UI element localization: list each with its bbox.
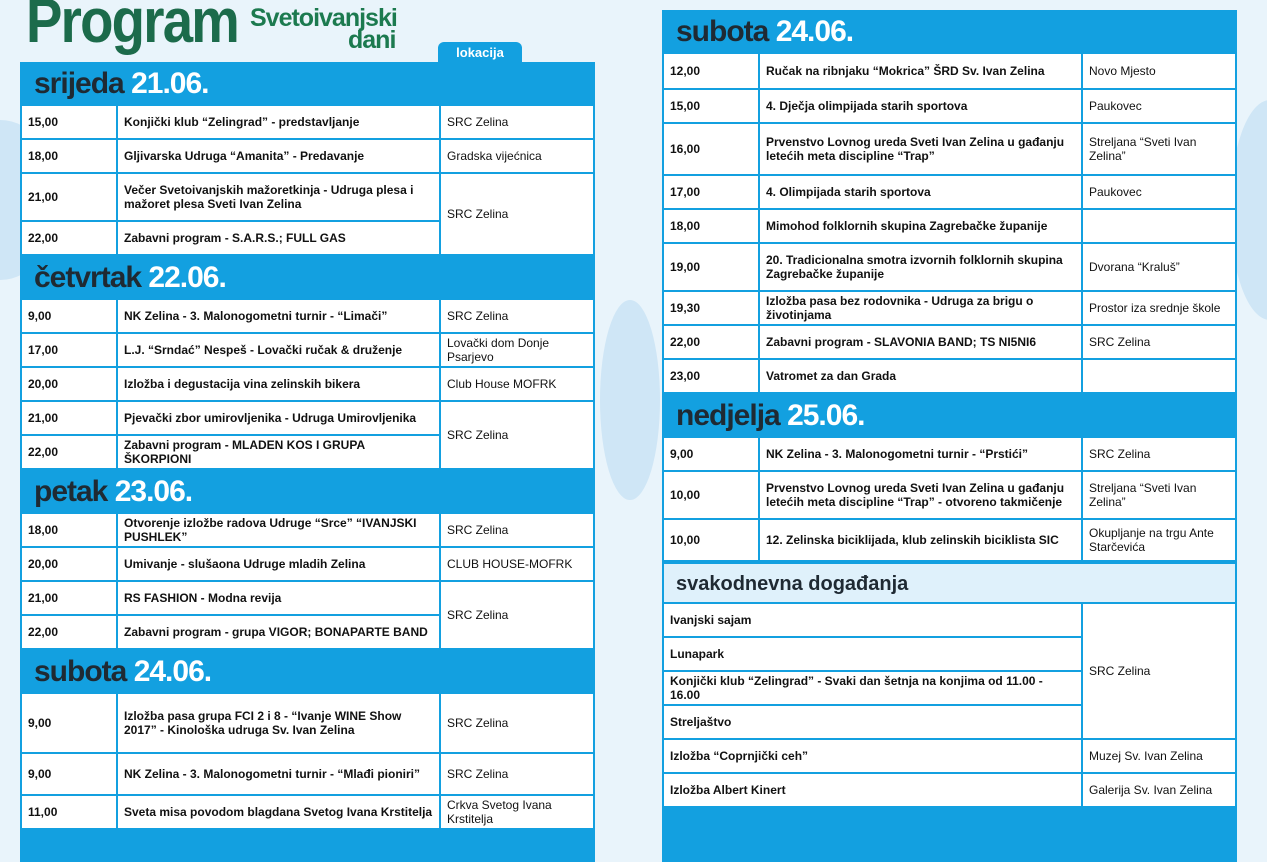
location-cell: Gradska vijećnica — [441, 140, 593, 172]
table-row — [664, 520, 1235, 560]
logo-text-line1: Svetoivanjski — [250, 4, 397, 32]
time-cell: 9,00 — [22, 694, 116, 752]
event-cell: Izložba “Coprnjički ceh” — [664, 740, 1081, 772]
time-cell: 9,00 — [664, 438, 758, 470]
location-cell: Muzej Sv. Ivan Zelina — [1083, 740, 1235, 772]
location-cell: SRC Zelina — [441, 402, 593, 468]
time-cell: 22,00 — [664, 326, 758, 358]
location-cell: Dvorana “Kraluš” — [1083, 244, 1235, 290]
day-date: 24.06. — [775, 15, 854, 48]
table-row — [22, 300, 593, 332]
table-row — [664, 774, 1235, 806]
day-date: 25.06. — [787, 399, 865, 432]
location-cell: Streljana “Sveti Ivan Zelina” — [1083, 472, 1235, 518]
event-cell: Prvenstvo Lovnog ureda Sveti Ivan Zelina u gađanju letećih meta discipline “Trap” - otvoreno takmičenje — [760, 472, 1081, 518]
background-decoration — [600, 300, 660, 500]
table-row — [664, 326, 1235, 358]
time-cell: 22,00 — [22, 436, 116, 468]
day-heading — [22, 470, 595, 512]
day-heading — [22, 256, 595, 298]
time-cell: 9,00 — [22, 754, 116, 794]
event-cell: Zabavni program - S.A.R.S.; FULL GAS — [118, 222, 439, 254]
table-row — [22, 402, 593, 434]
time-cell: 17,00 — [22, 334, 116, 366]
location-cell: Okupljanje na trgu Ante Starčevića — [1083, 520, 1235, 560]
day-heading — [22, 62, 595, 104]
location-cell: CLUB HOUSE-MOFRK — [441, 548, 593, 580]
table-row — [664, 90, 1235, 122]
schedule-table — [20, 512, 595, 650]
location-cell — [1083, 360, 1235, 392]
time-cell: 22,00 — [22, 222, 116, 254]
event-cell: 4. Dječja olimpijada starih sportova — [760, 90, 1081, 122]
event-cell: Zabavni program - grupa VIGOR; BONAPARTE BAND — [118, 616, 439, 648]
table-row — [22, 754, 593, 794]
location-cell: SRC Zelina — [441, 514, 593, 546]
daily-events-table — [662, 602, 1237, 808]
location-cell: Club House MOFRK — [441, 368, 593, 400]
event-cell: RS FASHION - Modna revija — [118, 582, 439, 614]
event-cell: NK Zelina - 3. Malonogometni turnir - “Prstići” — [760, 438, 1081, 470]
page-title: Program — [26, 0, 239, 56]
event-cell: 20. Tradicionalna smotra izvornih folklornih skupina Zagrebačke županije — [760, 244, 1081, 290]
table-row — [664, 438, 1235, 470]
table-row — [664, 244, 1235, 290]
time-cell: 10,00 — [664, 472, 758, 518]
event-cell: Ivanjski sajam — [664, 604, 1081, 636]
table-row — [664, 176, 1235, 208]
day-heading — [22, 650, 595, 692]
location-cell: SRC Zelina — [1083, 438, 1235, 470]
table-row — [22, 694, 593, 752]
location-cell: Galerija Sv. Ivan Zelina — [1083, 774, 1235, 806]
table-row — [664, 54, 1235, 88]
day-name: subota — [676, 15, 769, 48]
event-cell: Ručak na ribnjaku “Mokrica” ŠRD Sv. Ivan Zelina — [760, 54, 1081, 88]
event-cell: Izložba i degustacija vina zelinskih bikera — [118, 368, 439, 400]
time-cell: 12,00 — [664, 54, 758, 88]
table-row — [22, 514, 593, 546]
location-cell: SRC Zelina — [441, 754, 593, 794]
program-right-column — [662, 10, 1237, 862]
time-cell: 19,30 — [664, 292, 758, 324]
day-date: 22.06. — [148, 261, 226, 294]
time-cell: 21,00 — [22, 402, 116, 434]
time-cell: 18,00 — [22, 140, 116, 172]
event-cell: Izložba Albert Kinert — [664, 774, 1081, 806]
schedule-table — [20, 104, 595, 256]
time-cell: 18,00 — [664, 210, 758, 242]
event-cell: Lunapark — [664, 638, 1081, 670]
table-row — [664, 472, 1235, 518]
time-cell: 11,00 — [22, 796, 116, 828]
time-cell: 15,00 — [22, 106, 116, 138]
event-cell: Pjevački zbor umirovljenika - Udruga Umirovljenika — [118, 402, 439, 434]
event-cell: Konjički klub “Zelingrad” - predstavljanje — [118, 106, 439, 138]
logo-text-line2: dani — [348, 26, 396, 54]
event-cell: Mimohod folklornih skupina Zagrebačke županije — [760, 210, 1081, 242]
event-cell: Umivanje - slušaona Udruge mladih Zelina — [118, 548, 439, 580]
location-cell: SRC Zelina — [1083, 326, 1235, 358]
event-logo — [250, 4, 420, 52]
time-cell: 22,00 — [22, 616, 116, 648]
location-cell: Lovački dom Donje Psarjevo — [441, 334, 593, 366]
daily-events-heading: svakodnevna događanja — [664, 564, 1235, 602]
schedule-table — [20, 298, 595, 470]
day-name: srijeda — [34, 67, 124, 100]
table-row — [22, 548, 593, 580]
location-cell: Prostor iza srednje škole — [1083, 292, 1235, 324]
event-cell: Konjički klub “Zelingrad” - Svaki dan šetnja na konjima od 11.00 - 16.00 — [664, 672, 1081, 704]
event-cell: 12. Zelinska biciklijada, klub zelinskih biciklista SIC — [760, 520, 1081, 560]
time-cell: 23,00 — [664, 360, 758, 392]
event-cell: Prvenstvo Lovnog ureda Sveti Ivan Zelina u gađanju letećih meta discipline “Trap” — [760, 124, 1081, 174]
location-cell: SRC Zelina — [441, 300, 593, 332]
day-date: 21.06. — [131, 67, 209, 100]
event-cell: Sveta misa povodom blagdana Svetog Ivana Krstitelja — [118, 796, 439, 828]
day-heading — [664, 10, 1237, 52]
day-name: petak — [34, 475, 108, 508]
location-cell: SRC Zelina — [441, 174, 593, 254]
table-row — [664, 292, 1235, 324]
table-row — [22, 582, 593, 614]
table-row — [664, 360, 1235, 392]
table-row — [22, 796, 593, 828]
time-cell: 19,00 — [664, 244, 758, 290]
table-row — [22, 106, 593, 138]
time-cell: 21,00 — [22, 174, 116, 220]
event-cell: NK Zelina - 3. Malonogometni turnir - “Limači” — [118, 300, 439, 332]
day-date: 23.06. — [114, 475, 193, 508]
event-cell: Zabavni program - SLAVONIA BAND; TS NI5NI6 — [760, 326, 1081, 358]
location-cell — [1083, 210, 1235, 242]
location-cell: SRC Zelina — [441, 106, 593, 138]
location-cell: SRC Zelina — [441, 694, 593, 752]
event-cell: Otvorenje izložbe radova Udruge “Srce” “IVANJSKI PUSHLEK” — [118, 514, 439, 546]
day-name: nedjelja — [676, 399, 780, 432]
location-cell: Paukovec — [1083, 176, 1235, 208]
location-cell: SRC Zelina — [1083, 604, 1235, 738]
table-row — [22, 368, 593, 400]
table-row — [664, 604, 1235, 636]
table-row — [664, 740, 1235, 772]
event-cell: Izložba pasa grupa FCI 2 i 8 - “Ivanje WINE Show 2017” - Kinološka udruga Sv. Ivan Zelina — [118, 694, 439, 752]
event-cell: NK Zelina - 3. Malonogometni turnir - “Mlađi pioniri” — [118, 754, 439, 794]
schedule-table — [662, 436, 1237, 562]
location-cell: Crkva Svetog Ivana Krstitelja — [441, 796, 593, 828]
table-row — [22, 174, 593, 220]
location-cell: Novo Mjesto — [1083, 54, 1235, 88]
schedule-table — [662, 52, 1237, 394]
event-cell: Gljivarska Udruga “Amanita” - Predavanje — [118, 140, 439, 172]
day-heading — [664, 394, 1237, 436]
time-cell: 18,00 — [22, 514, 116, 546]
table-row — [22, 334, 593, 366]
event-cell: Zabavni program - MLADEN KOS I GRUPA ŠKORPIONI — [118, 436, 439, 468]
day-date: 24.06. — [133, 655, 212, 688]
table-row — [22, 140, 593, 172]
event-cell: Streljaštvo — [664, 706, 1081, 738]
event-cell: Večer Svetoivanjskih mažoretkinja - Udruga plesa i mažoret plesa Sveti Ivan Zelina — [118, 174, 439, 220]
time-cell: 20,00 — [22, 368, 116, 400]
time-cell: 16,00 — [664, 124, 758, 174]
time-cell: 9,00 — [22, 300, 116, 332]
time-cell: 20,00 — [22, 548, 116, 580]
schedule-table — [20, 692, 595, 830]
event-cell: 4. Olimpijada starih sportova — [760, 176, 1081, 208]
day-name: četvrtak — [34, 261, 142, 294]
location-cell: Streljana “Sveti Ivan Zelina” — [1083, 124, 1235, 174]
event-cell: Izložba pasa bez rodovnika - Udruga za brigu o životinjama — [760, 292, 1081, 324]
day-name: subota — [34, 655, 127, 688]
time-cell: 21,00 — [22, 582, 116, 614]
location-column-tab: lokacija — [438, 42, 522, 62]
location-cell: Paukovec — [1083, 90, 1235, 122]
table-row — [664, 124, 1235, 174]
time-cell: 15,00 — [664, 90, 758, 122]
time-cell: 17,00 — [664, 176, 758, 208]
table-row — [664, 210, 1235, 242]
location-cell: SRC Zelina — [441, 582, 593, 648]
event-cell: Vatromet za dan Grada — [760, 360, 1081, 392]
program-left-column — [20, 62, 595, 862]
time-cell: 10,00 — [664, 520, 758, 560]
event-cell: L.J. “Srndać” Nespeš - Lovački ručak & druženje — [118, 334, 439, 366]
